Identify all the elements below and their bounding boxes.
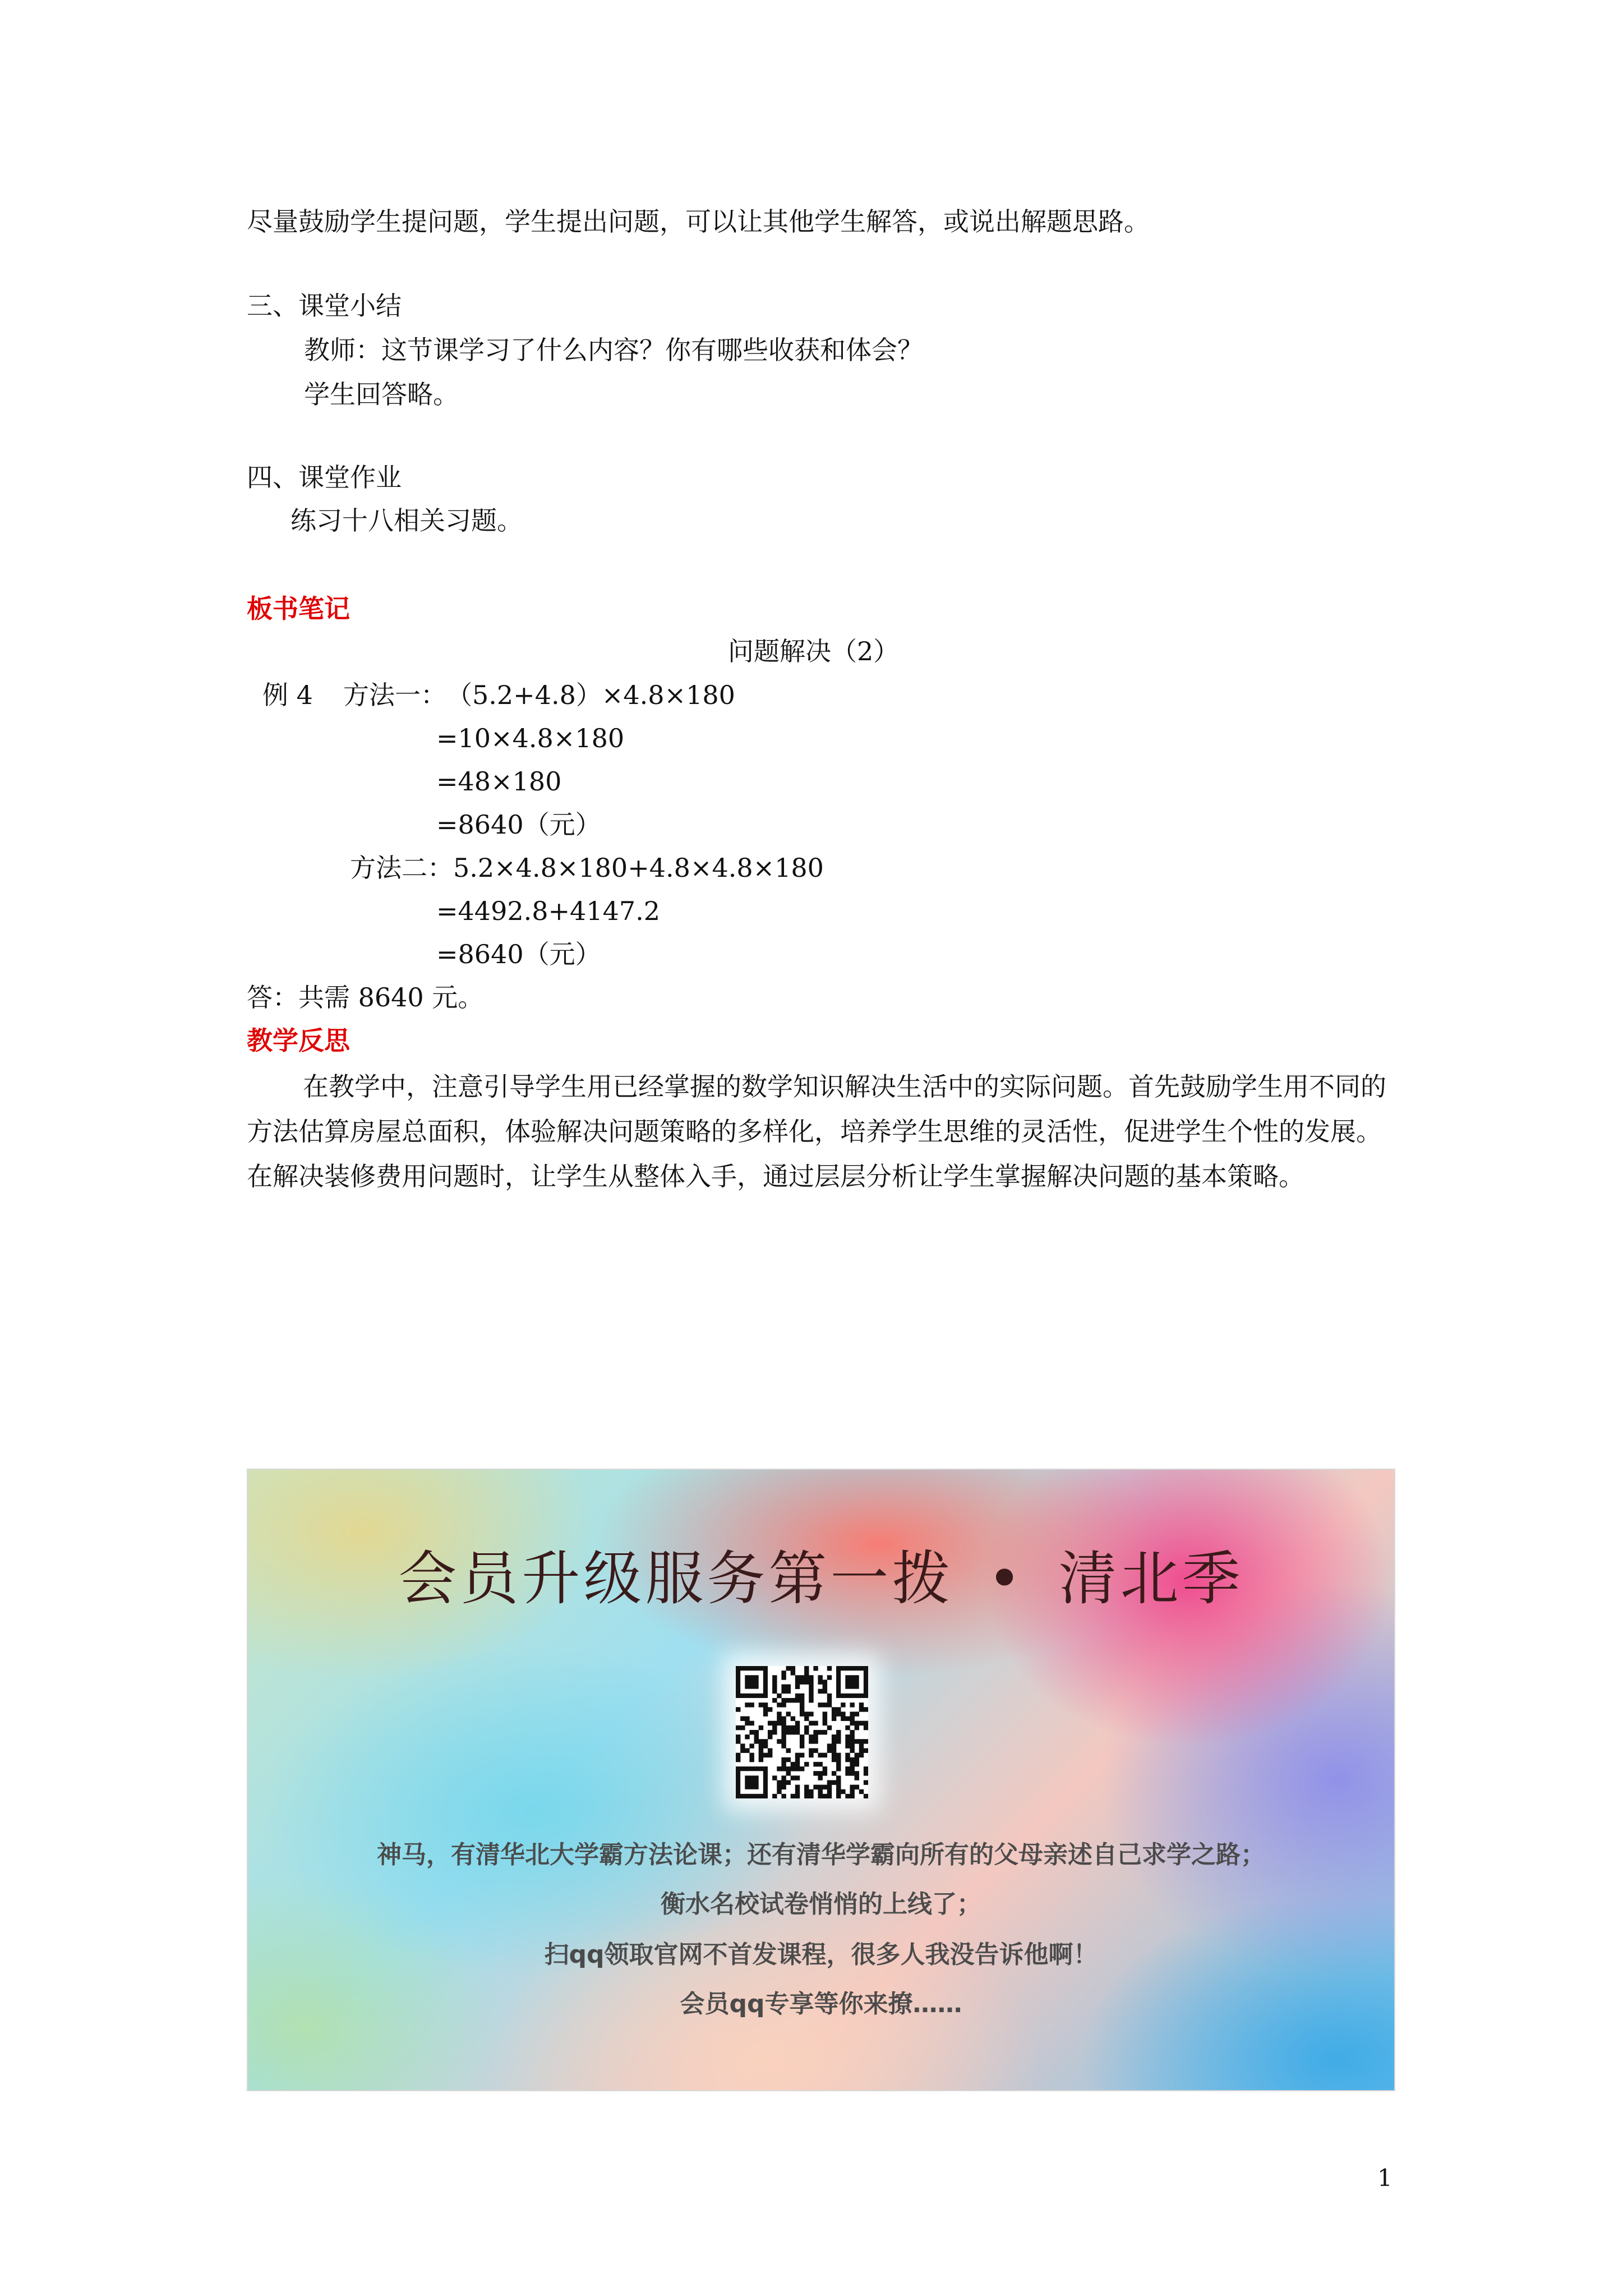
method2-line: 5.2×4.8×180+4.8×4.8×180 [453, 853, 824, 883]
summary-line-1: 教师：这节课学习了什么内容？你有哪些收获和体会？ [304, 335, 923, 365]
summary-line-2: 学生回答略。 [304, 379, 459, 409]
page-number: 1 [1377, 2164, 1393, 2192]
method2-line: =4492.8+4147.2 [436, 896, 660, 926]
banner-title-left: 会员升级服务第一拨 [398, 1544, 954, 1613]
method2-line: =8640（元） [436, 939, 601, 969]
banner-line-4: 会员qq专享等你来撩…… [680, 1990, 962, 2018]
board-notes-title: 问题解决（2） [728, 636, 900, 666]
method1-line: =48×180 [436, 766, 562, 797]
intro-line: 尽量鼓励学生提问题，学生提出问题，可以让其他学生解答，或说出解题思路。 [247, 206, 1150, 237]
banner-title-dot: • [987, 1544, 1025, 1613]
method1-line: =10×4.8×180 [436, 723, 625, 753]
qr-code-icon [736, 1666, 868, 1798]
homework-heading: 四、课堂作业 [247, 462, 402, 493]
example-label: 例 4 [262, 680, 313, 710]
banner-line-1: 神马，有清华北大学霸方法论课；还有清华学霸向所有的父母亲述自己求学之路； [377, 1841, 1265, 1869]
summary-heading: 三、课堂小结 [247, 291, 402, 321]
method2-label: 方法二： [350, 853, 453, 883]
qr-code [736, 1666, 868, 1798]
reflection-text: 在教学中，注意引导学生用已经掌握的数学知识解决生活中的实际问题。首先鼓励学生用不同的方法估算房屋总面积，体验解决问题策略的多样化，培养学生思维的灵活性，促进学生个性的发展。在解决装修费用问题时，让学生从整体入手，通过层层分析让学生掌握解决问题的基本策略。 [247, 1071, 1386, 1191]
method1-label: 方法一： [343, 680, 446, 710]
answer-line: 答：共需 8640 元。 [247, 982, 484, 1013]
method1-line: （5.2+4.8）×4.8×180 [446, 680, 735, 710]
banner-line-2: 衡水名校试卷悄悄的上线了； [661, 1890, 981, 1918]
banner-title [248, 1531, 1394, 1616]
banner-title-right: 清北季 [1058, 1544, 1244, 1613]
banner-line-3: 扫qq领取官网不首发课程，很多人我没告诉他啊！ [544, 1940, 1098, 1969]
reflection-heading: 教学反思 [247, 1025, 350, 1056]
reflection-paragraph [247, 1064, 1396, 1199]
promo-banner [247, 1469, 1395, 2091]
method1-line: =8640（元） [436, 809, 601, 840]
homework-line: 练习十八相关习题。 [291, 505, 523, 536]
board-notes-heading: 板书笔记 [247, 593, 350, 624]
